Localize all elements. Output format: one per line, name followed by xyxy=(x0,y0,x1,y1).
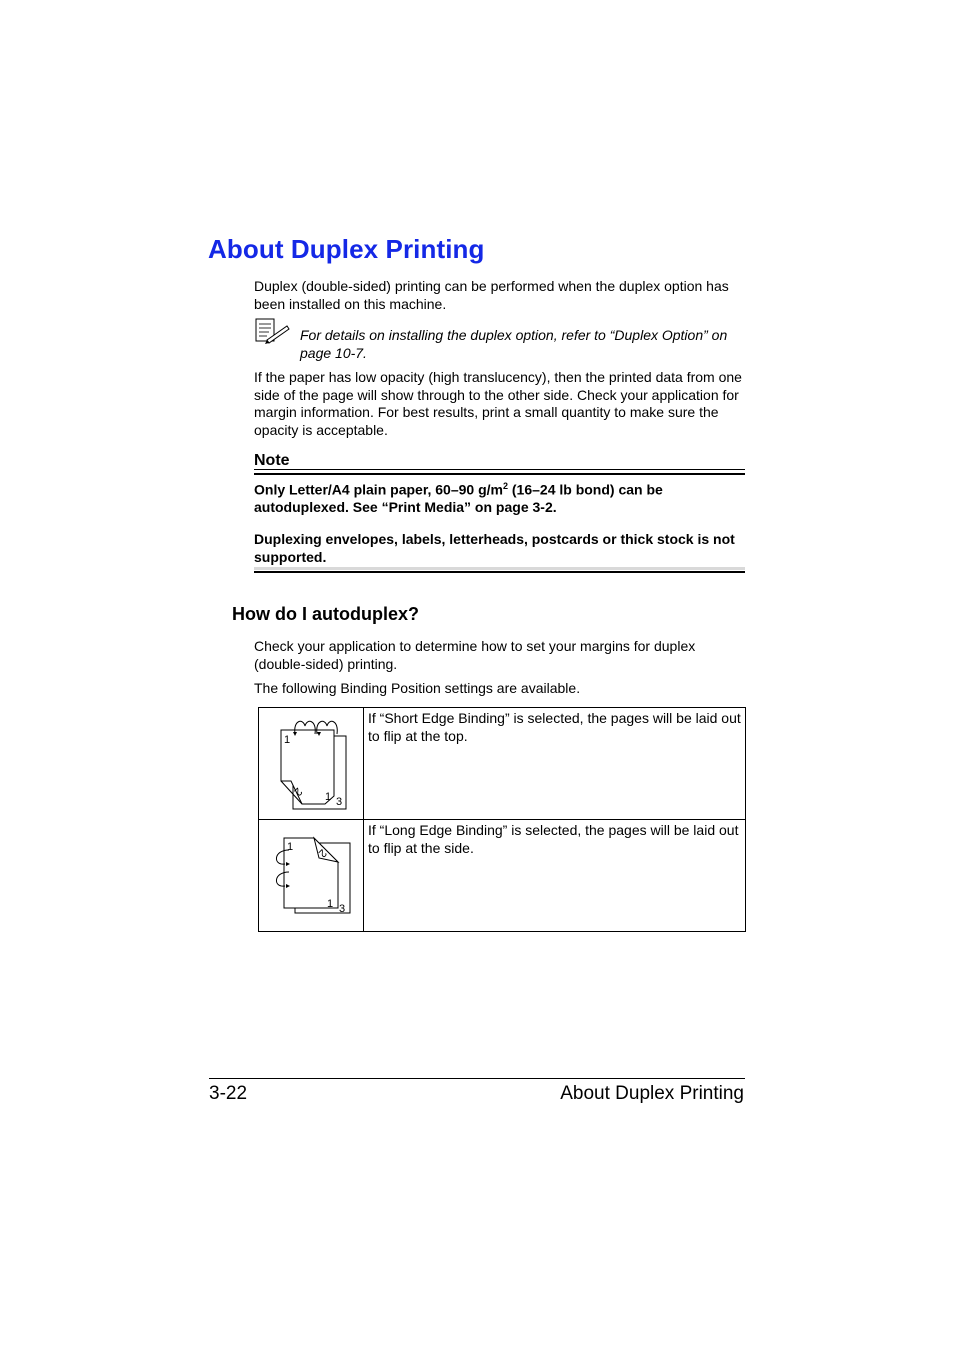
note-line-1-part2: (16–24 lb bond) can be autoduplexed. See “Print Media” on page 3-2. xyxy=(254,481,663,516)
long-edge-binding-diagram xyxy=(259,820,363,931)
note-line-1 xyxy=(254,478,745,517)
note-top-rule-thick xyxy=(254,473,745,475)
subsection-paragraph-1: Check your application to determine how to set your margins for duplex (double-sided) printing. xyxy=(254,638,696,672)
short-edge-description: If “Short Edge Binding” is selected, the pages will be laid out to flip at the top. xyxy=(364,708,746,820)
long-edge-description: If “Long Edge Binding” is selected, the pages will be laid out to flip at the side. xyxy=(364,820,746,932)
note-line-2: Duplexing envelopes, labels, letterheads, postcards or thick stock is not supported. xyxy=(254,531,735,565)
footer-page-number: 3-22 xyxy=(209,1083,248,1104)
short-edge-bottom-1-label: 1 xyxy=(325,791,332,803)
note-label: Note xyxy=(254,452,290,469)
long-edge-diagram-cell xyxy=(259,820,364,932)
footer-rule xyxy=(209,1078,745,1079)
note-bottom-rule xyxy=(254,571,745,573)
short-edge-binding-diagram xyxy=(259,708,363,819)
long-edge-page-3-label: 3 xyxy=(339,903,346,915)
subsection-paragraph-2: The following Binding Position settings are available. xyxy=(254,680,581,696)
long-edge-bottom-1-label: 1 xyxy=(327,898,334,910)
note-line-1-part1: Only Letter/A4 plain paper, 60–90 g/m xyxy=(254,481,503,498)
long-edge-page-2-label: 2 xyxy=(315,846,329,860)
note-pencil-icon xyxy=(255,318,291,346)
binding-position-table xyxy=(258,707,746,932)
short-edge-page-3-label: 3 xyxy=(336,796,343,808)
table-row-short-edge xyxy=(259,708,746,820)
note-bottom-gray-rule xyxy=(254,567,745,570)
short-edge-diagram-cell xyxy=(259,708,364,820)
page-title: About Duplex Printing xyxy=(208,234,485,264)
table-row-long-edge xyxy=(259,820,746,932)
note-superscript: 2 xyxy=(502,481,508,491)
subsection-heading: How do I autoduplex? xyxy=(232,604,419,624)
footer-section-title: About Duplex Printing xyxy=(560,1083,744,1104)
opacity-paragraph: If the paper has low opacity (high translucency), then the printed data from one side of the page will show through to the other side. Check your application for margin information. For best results, print a small quantity to make sure the opacity is acceptable. xyxy=(254,369,742,438)
short-edge-page-2-label: 2 xyxy=(291,785,305,798)
long-edge-page-1-label: 1 xyxy=(287,841,294,853)
note-top-rule xyxy=(254,469,745,470)
short-edge-page-1-label: 1 xyxy=(284,734,291,746)
reference-note: For details on installing the duplex option, refer to “Duplex Option” on page 10-7. xyxy=(300,327,728,361)
intro-paragraph: Duplex (double-sided) printing can be performed when the duplex option has been installed on this machine. xyxy=(254,278,729,312)
